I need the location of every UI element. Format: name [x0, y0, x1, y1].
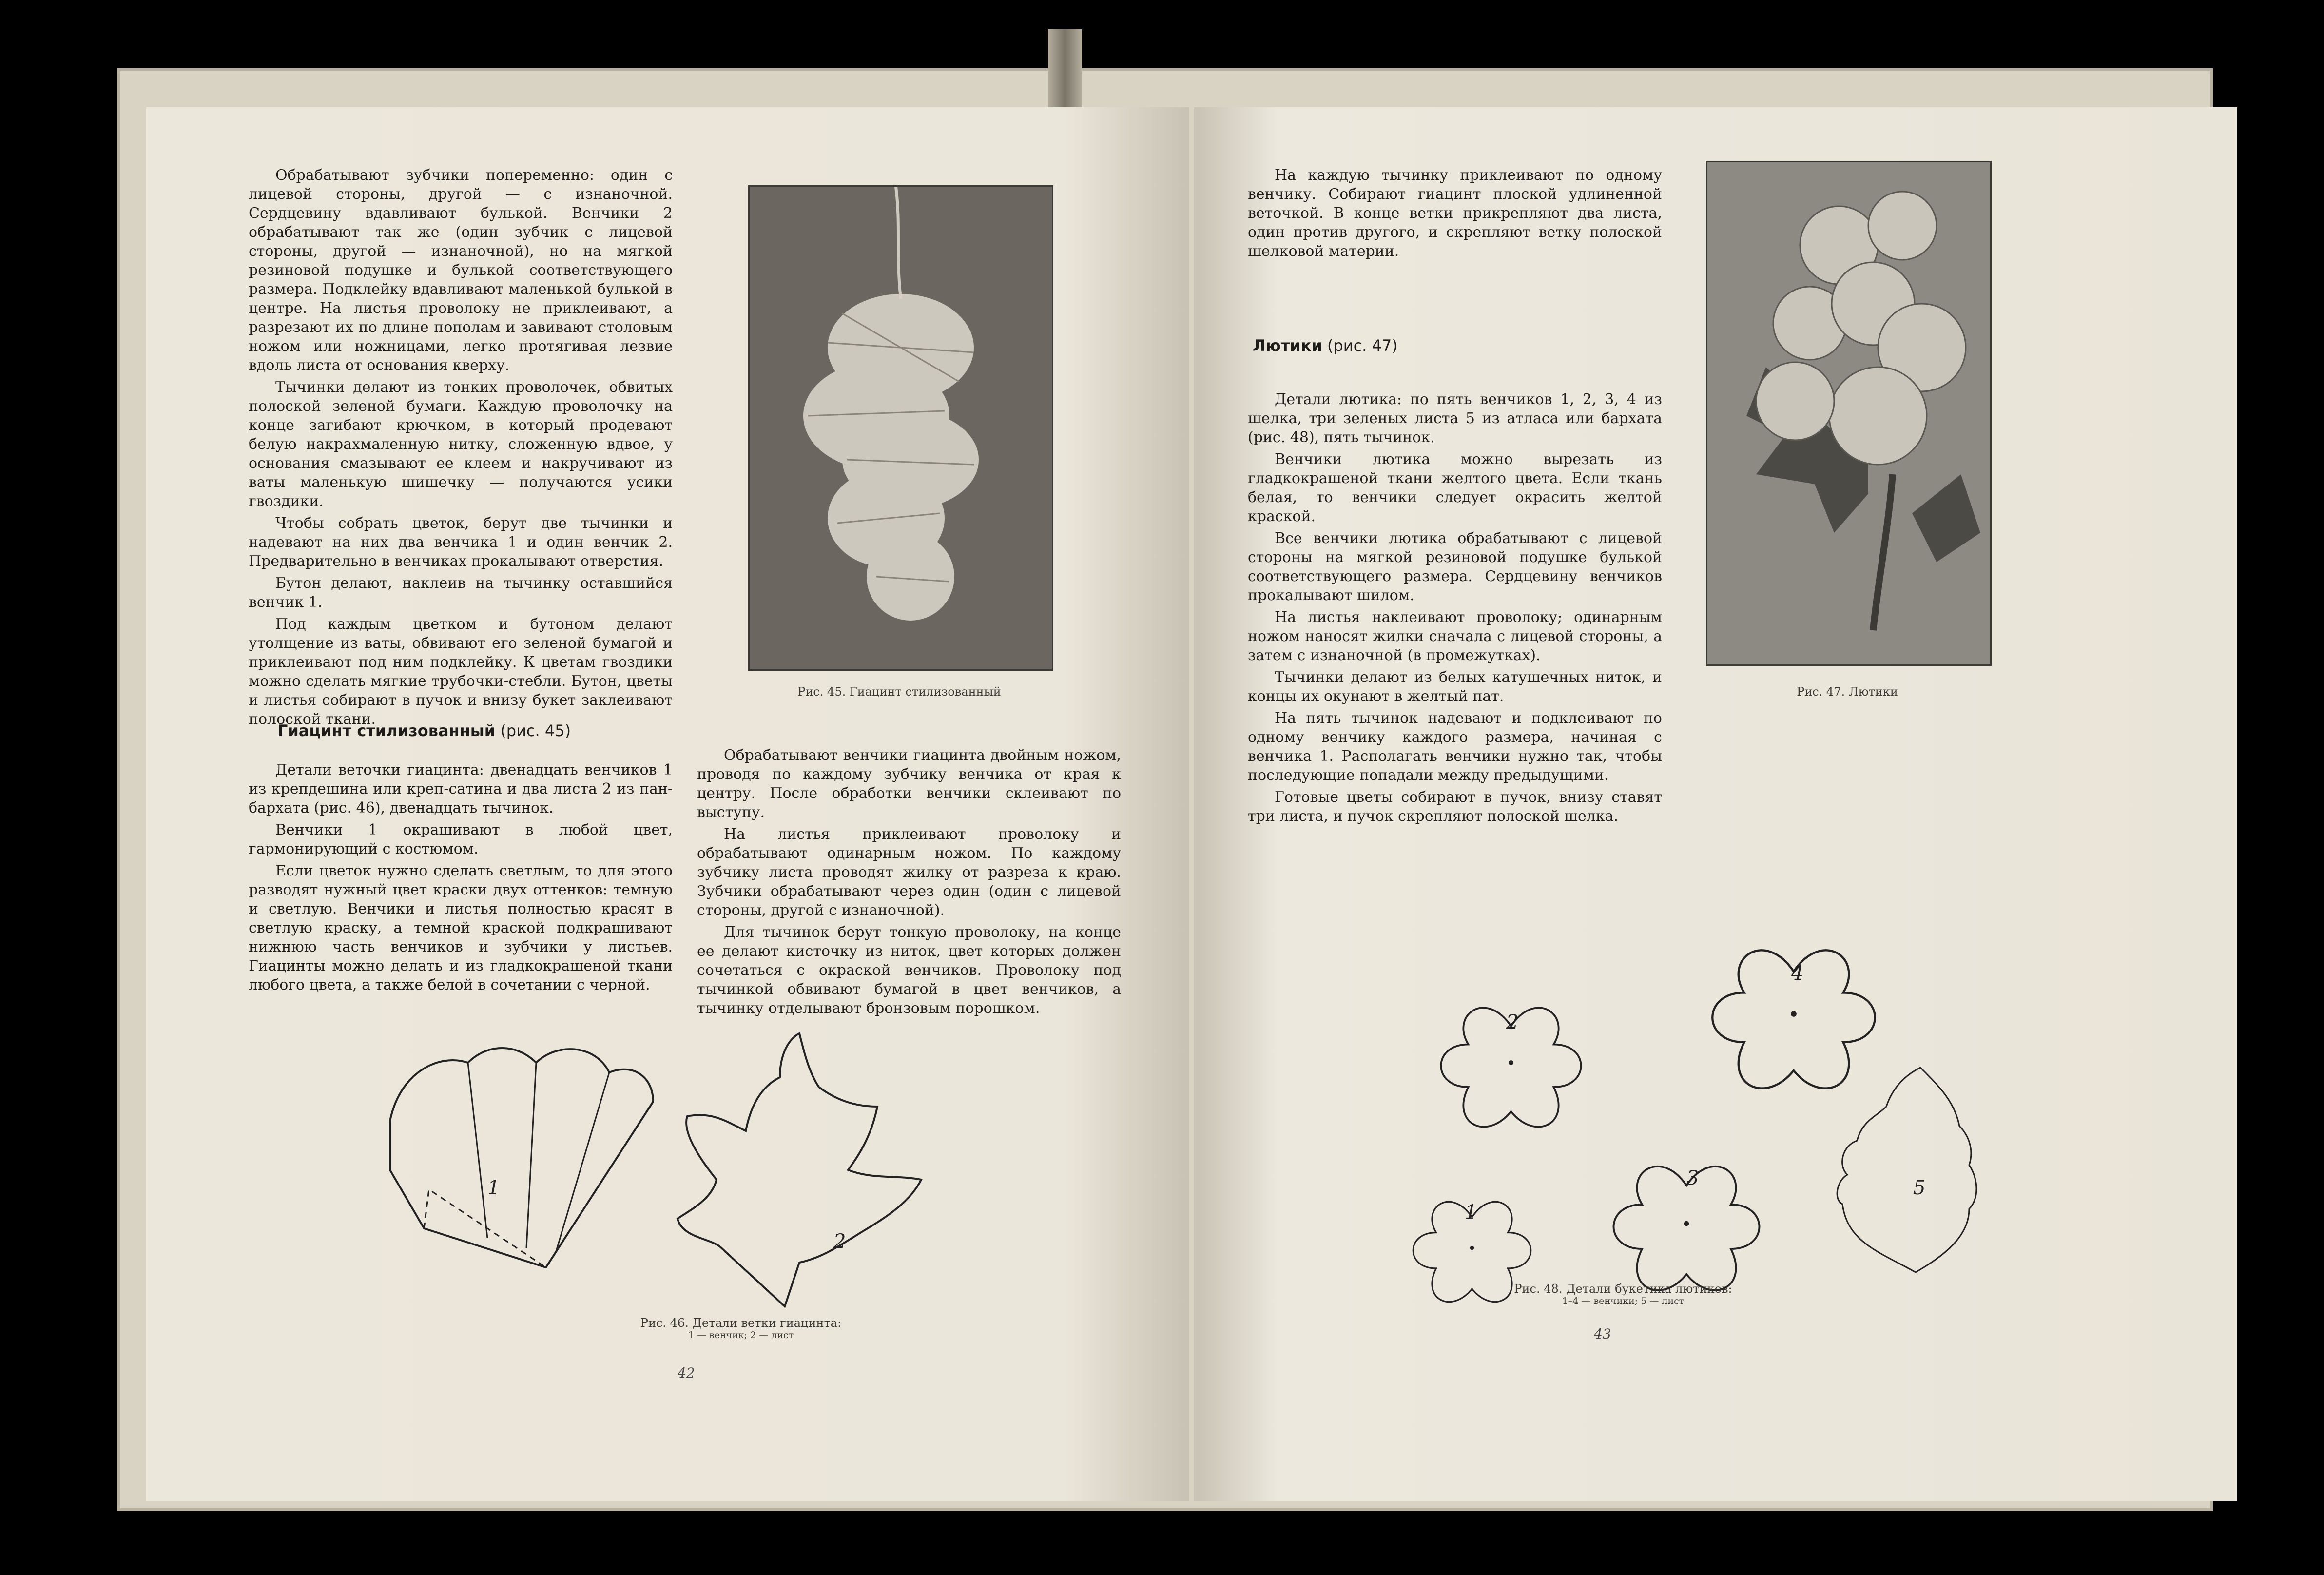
fig48-caption — [1452, 1282, 1794, 1306]
paragraph: На листья наклеивают проволоку; одинарным ножом наносят жилки сначала с лицевой стороны, а затем с изнаночной (в промежутках). — [1248, 609, 1662, 664]
paragraph: На пять тычинок надевают и подклеивают по одному венчику каждого размера, начиная с венчика 1. Располагать венчики нужно так, чтобы последующие попадали между предыдущими. — [1248, 710, 1662, 784]
fig46-caption-legend: 1 — венчик; 2 — лист — [688, 1330, 794, 1341]
page-number-right: 43 — [1594, 1326, 1611, 1342]
fig48-caption-title: Рис. 48. Детали букетика лютиков: — [1514, 1282, 1732, 1296]
hyacinth-illustration — [750, 187, 1052, 669]
paragraph: На листья приклеивают проволоку и обрабатывают одинарным ножом. По каждому зубчику листа проводят жилку от разреза к краю. Зубчики обрабатывают через один (один с лицевой стороны, другой с изнаночной). — [697, 826, 1121, 919]
paragraph: Детали лютика: по пять венчиков 1, 2, 3, 4 из шелка, три зеленых листа 5 из атласа или бархата (рис. 48), пять тычинок. — [1248, 391, 1662, 446]
heading-title: Гиацинт стилизованный — [278, 721, 496, 740]
diagram-label-5: 5 — [1913, 1177, 1926, 1199]
paragraph: Все венчики лютика обрабатывают с лицевой стороны на мягкой резиновой подушке булькой соответствующего размера. Сердцевину венчиков прокалывают шилом. — [1248, 530, 1662, 604]
heading-ref: (рис. 47) — [1327, 336, 1398, 355]
leaf-outline — [1837, 1068, 1976, 1272]
paragraph: Для тычинок берут тонкую проволоку, на конце ее делают кисточку из ниток, цвет которых должен сочетаться с окраской венчиков. Проволоку под тычинкой обвивают бумагой в цвет венчиков, а тычинку отделывают бронзовым порошком. — [697, 924, 1121, 1017]
corolla-outline — [390, 1048, 653, 1267]
fig47-caption: Рис. 47. Лютики — [1797, 685, 1898, 699]
paragraph: Чтобы собрать цветок, берут две тычинки и надевают на них два венчика 1 и один венчик 2. Предварительно в венчиках прокалывают отверстия. — [249, 515, 673, 570]
fig45-caption: Рис. 45. Гиацинт стилизованный — [797, 685, 1001, 699]
paragraph: Венчики 1 окрашивают в любой цвет, гармонирующий с костюмом. — [249, 821, 673, 857]
hyacinth-diagram — [341, 1033, 1121, 1316]
page-number-left: 42 — [678, 1365, 695, 1381]
paragraph: Обрабатывают венчики гиацинта двойным ножом, проводя по каждому зубчику венчика от края к центру. После обработки венчики склеивают по выступу. — [697, 747, 1121, 821]
left-col1-text — [249, 166, 673, 732]
right-col2-text — [1248, 390, 1662, 829]
paragraph: Детали веточки гиацинта: двенадцать венчиков 1 из крепдешина или креп-сатина и два листа 2 из пан-бархата (рис. 46), двенадцать тычинок. — [249, 761, 673, 817]
buttercup-illustration — [1707, 162, 1990, 664]
paragraph: Бутон делают, наклеив на тычинку оставшийся венчик 1. — [249, 575, 673, 611]
leaf-outline — [678, 1033, 921, 1306]
diagram-label-3: 3 — [1686, 1167, 1699, 1189]
hyacinth-parts-drawing — [341, 1033, 1121, 1316]
paragraph: Тычинки делают из белых катушечных ниток, и концы их окунают в желтый пат. — [1248, 669, 1662, 705]
buttercup-parts-drawing — [1384, 863, 2018, 1350]
paragraph: Обрабатывают зубчики попеременно: один с лицевой стороны, другой — с изнаночной. Сердцевину вдавливают булькой. Венчики 2 обрабатывают так же (один зубчик с лицевой стороны, другой — изнаночной), но на мягкой резиновой подушке и булькой соответствующего размера. Подклейку вдавливают маленькой булькой в центре. На листья проволоку не приклеивают, а разрезают их по длине пополам и завивают столовым ножом или ножницами, легко протягивая лезвие вдоль листа от основания кверху. — [249, 167, 673, 374]
diagram-label-1: 1 — [487, 1177, 500, 1199]
heading-ref: (рис. 45) — [500, 721, 571, 740]
left-col3-text — [697, 746, 1121, 1021]
paragraph: Готовые цветы собирают в пучок, внизу ставят три листа, и пучок скрепляют полоской шелка. — [1248, 789, 1662, 825]
buttercup-photo — [1706, 161, 1992, 666]
right-col1-text — [1248, 166, 1662, 264]
section-heading-buttercups — [1253, 336, 1398, 355]
hyacinth-photo — [748, 185, 1053, 671]
buttercup-diagram — [1384, 863, 2018, 1350]
paragraph: Под каждым цветком и бутоном делают утолщение из ваты, обвивают его зеленой бумагой и приклеивают под ним подклейку. К цветам гвоздики можно сделать мягкие трубочки-стебли. Бутон, цветы и листья собирают в пучок и внизу букет заклеивают полоской ткани. — [249, 616, 673, 728]
paragraph: Если цветок нужно сделать светлым, то для этого разводят нужный цвет краски двух оттенков: темную и светлую. Венчики и листья полностью красят в светлую краску, а темной краской подкрашивают нижнюю часть венчиков и зубчики у листьев. Гиацинты можно делать и из гладкокрашеной ткани любого цвета, а также белой в сочетании с черной. — [249, 862, 673, 993]
section-heading-hyacinth — [278, 721, 571, 740]
diagram-label-1: 1 — [1465, 1201, 1477, 1224]
left-page — [146, 107, 1189, 1501]
heading-title: Лютики — [1253, 336, 1322, 355]
paragraph: Венчики лютика можно вырезать из гладкокрашеной ткани желтого цвета. Если ткань белая, то венчики следует окрасить желтой краской. — [1248, 451, 1662, 525]
paragraph: На каждую тычинку приклеивают по одному венчику. Собирают гиацинт плоской удлиненной веточкой. В конце ветки прикрепляют два листа, один против другого, и скрепляют ветку полоской шелковой материи. — [1248, 167, 1662, 260]
fig48-caption-legend: 1–4 — венчики; 5 — лист — [1562, 1296, 1685, 1306]
diagram-label-4: 4 — [1791, 962, 1804, 985]
diagram-label-2: 2 — [833, 1230, 846, 1253]
left-col2-text — [249, 760, 673, 997]
fig46-caption — [526, 1316, 955, 1341]
diagram-label-2: 2 — [1506, 1011, 1519, 1033]
right-page — [1194, 107, 2237, 1501]
paragraph: Тычинки делают из тонких проволочек, обвитых полоской зеленой бумаги. Каждую проволочку на конце загибают крючком, в который продевают белую накрахмаленную нитку, сложенную вдвое, у основания смазывают ее клеем и накручивают из ваты маленькую шишечку — получаются усики гвоздики. — [249, 379, 673, 510]
fig46-caption-title: Рис. 46. Детали ветки гиацинта: — [640, 1316, 842, 1330]
